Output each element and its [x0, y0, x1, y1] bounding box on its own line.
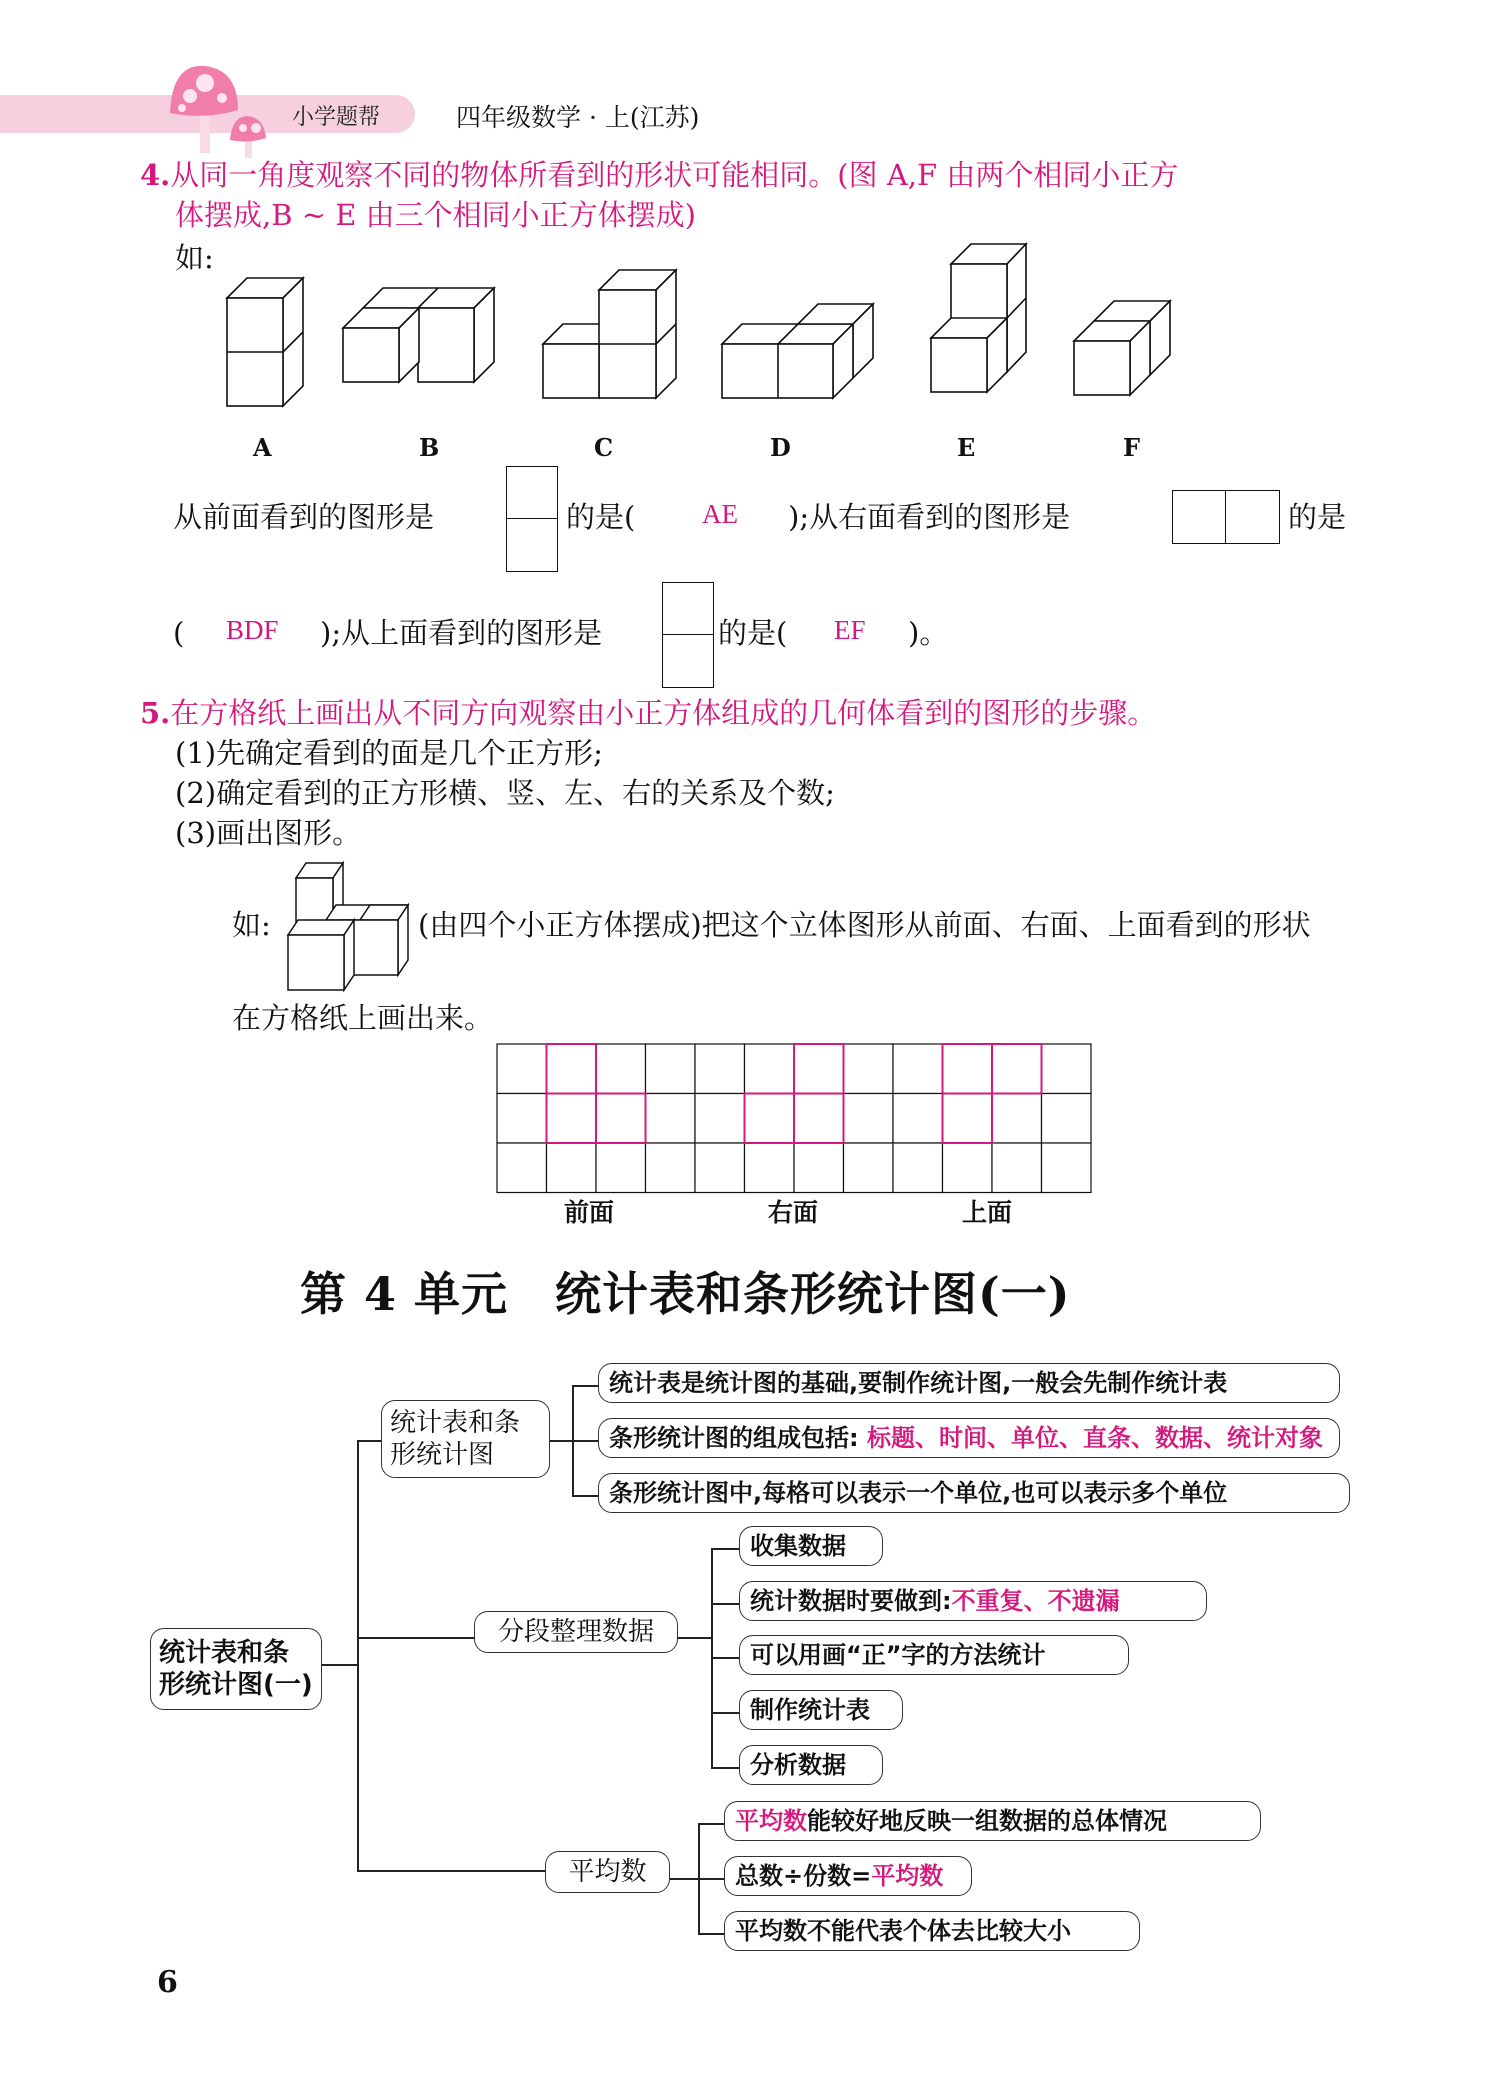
- q5-example-text: (由四个小正方体摆成)把这个立体图形从前面、右面、上面看到的形状: [418, 908, 1311, 942]
- grid-cell[interactable]: [943, 1044, 993, 1094]
- grid-cell[interactable]: [844, 1044, 894, 1094]
- grid-cell[interactable]: [893, 1094, 943, 1144]
- grid-cell[interactable]: [596, 1044, 646, 1094]
- right-view-shape: [1172, 490, 1280, 544]
- grid-cell[interactable]: [547, 1143, 597, 1193]
- q5-number: 5.: [140, 696, 171, 730]
- q5-example-text2: 在方格纸上画出来。: [232, 1001, 494, 1035]
- q5-example-figure: [270, 858, 420, 998]
- mindmap-root: 统计表和条形统计图(一): [150, 1628, 322, 1710]
- grid-cell[interactable]: [992, 1143, 1042, 1193]
- grid-cell[interactable]: [695, 1143, 745, 1193]
- grid-cell[interactable]: [745, 1044, 795, 1094]
- connector: [322, 1664, 357, 1666]
- grid-cell[interactable]: [497, 1143, 547, 1193]
- figure-label-e: E: [957, 433, 976, 462]
- grid-cell[interactable]: [646, 1044, 696, 1094]
- q4-title-line2: 体摆成,B ~ E 由三个相同小正方体摆成): [175, 198, 696, 232]
- q5-example-label: 如:: [232, 908, 271, 942]
- grid-cell[interactable]: [596, 1094, 646, 1144]
- figure-a: [227, 278, 303, 406]
- figure-label-a: A: [253, 433, 272, 462]
- grid-label-right: 右面: [768, 1198, 819, 1227]
- q4-title-line1: 4.从同一角度观察不同的物体所看到的形状可能相同。(图 A,F 由两个相同小正方: [140, 158, 1179, 192]
- grid-cell[interactable]: [844, 1143, 894, 1193]
- front-view-shape: [506, 466, 558, 572]
- grid-cell[interactable]: [992, 1044, 1042, 1094]
- q4-top-prompt: );从上面看到的图形是: [320, 616, 603, 650]
- figure-f: [1074, 301, 1170, 395]
- mindmap-item: 条形统计图中,每格可以表示一个单位,也可以表示多个单位: [598, 1473, 1350, 1513]
- grid-cell[interactable]: [646, 1094, 696, 1144]
- mindmap-item: 可以用画“正”字的方法统计: [739, 1635, 1129, 1675]
- connector: [550, 1440, 572, 1442]
- q4-front-prompt: 从前面看到的图形是: [173, 500, 435, 534]
- q4-top-suffix: 的是(: [718, 616, 788, 650]
- mindmap-item: 统计数据时要做到:不重复、不遗漏: [739, 1581, 1207, 1621]
- grid-cell[interactable]: [794, 1044, 844, 1094]
- mindmap-item: 平均数不能代表个体去比较大小: [724, 1911, 1140, 1951]
- q4-line2-open: (: [173, 616, 185, 650]
- mindmap-item: 平均数能较好地反映一组数据的总体情况: [724, 1801, 1261, 1841]
- connector: [698, 1933, 724, 1935]
- answer-front[interactable]: AE: [702, 499, 738, 529]
- connector: [357, 1440, 359, 1870]
- mindmap-item: 制作统计表: [739, 1690, 903, 1730]
- connector: [698, 1878, 724, 1880]
- connector: [711, 1603, 739, 1605]
- grid-cell[interactable]: [745, 1094, 795, 1144]
- grid-cell[interactable]: [1042, 1143, 1092, 1193]
- figure-label-f: F: [1123, 433, 1141, 462]
- connector: [572, 1495, 598, 1497]
- q5-title: 5.在方格纸上画出从不同方向观察由小正方体组成的几何体看到的图形的步骤。: [140, 696, 1157, 730]
- grid-cell[interactable]: [893, 1143, 943, 1193]
- connector: [572, 1440, 598, 1442]
- grid-cell[interactable]: [794, 1094, 844, 1144]
- brand-name: 小学题帮: [292, 105, 381, 130]
- answer-grid[interactable]: [495, 1040, 1095, 1200]
- grid-cell[interactable]: [943, 1094, 993, 1144]
- top-view-shape: [662, 582, 714, 688]
- answer-top[interactable]: EF: [834, 615, 866, 645]
- connector: [357, 1637, 475, 1639]
- mindmap-item: 条形统计图的组成包括: 标题、时间、单位、直条、数据、统计对象: [598, 1418, 1340, 1458]
- grid-cell[interactable]: [992, 1094, 1042, 1144]
- mindmap-item: 分析数据: [739, 1745, 883, 1785]
- q4-number: 4.: [140, 158, 171, 192]
- figure-label-b: B: [419, 433, 440, 462]
- q4-right-prompt: );从右面看到的图形是: [788, 500, 1071, 534]
- mindmap-item: 总数÷份数=平均数: [724, 1856, 972, 1896]
- connector: [698, 1823, 724, 1825]
- grid-cell[interactable]: [1042, 1094, 1092, 1144]
- grid-cell[interactable]: [497, 1094, 547, 1144]
- grid-cell[interactable]: [844, 1094, 894, 1144]
- grid-cell[interactable]: [547, 1094, 597, 1144]
- grid-cell[interactable]: [497, 1044, 547, 1094]
- q4-right-suffix: 的是: [1288, 500, 1347, 534]
- q4-cube-figures: [0, 0, 1506, 470]
- connector: [678, 1637, 711, 1639]
- mindmap-item: 收集数据: [739, 1526, 883, 1566]
- mindmap-item: 统计表是统计图的基础,要制作统计图,一般会先制作统计表: [598, 1363, 1340, 1403]
- connector: [711, 1712, 739, 1714]
- q5-step-3: (3)画出图形。: [175, 816, 362, 850]
- connector: [357, 1870, 545, 1872]
- connector: [711, 1548, 739, 1550]
- grid-cell[interactable]: [1042, 1044, 1092, 1094]
- grid-cell[interactable]: [943, 1143, 993, 1193]
- mindmap-branch-average: 平均数: [545, 1851, 670, 1893]
- q5-step-1: (1)先确定看到的面是几个正方形;: [175, 736, 603, 770]
- figure-c: [543, 270, 676, 398]
- grid-cell[interactable]: [794, 1143, 844, 1193]
- grid-cell[interactable]: [893, 1044, 943, 1094]
- grid-cell[interactable]: [547, 1044, 597, 1094]
- q5-step-2: (2)确定看到的正方形横、竖、左、右的关系及个数;: [175, 776, 835, 810]
- mindmap-branch-organize: 分段整理数据: [474, 1611, 678, 1653]
- grid-cell[interactable]: [745, 1143, 795, 1193]
- grid-cell[interactable]: [695, 1094, 745, 1144]
- figure-e: [931, 244, 1026, 392]
- unit-title: 第 4 单元 统计表和条形统计图(一): [300, 1267, 1071, 1321]
- connector: [711, 1657, 739, 1659]
- figure-d: [722, 304, 873, 398]
- connector: [670, 1878, 698, 1880]
- mindmap-branch-charts: 统计表和条形统计图: [381, 1400, 550, 1478]
- grid-cell[interactable]: [695, 1044, 745, 1094]
- grid-cell[interactable]: [646, 1143, 696, 1193]
- figure-b: [343, 288, 494, 382]
- connector: [357, 1440, 381, 1442]
- q4-line2-close: )。: [908, 616, 949, 650]
- answer-right[interactable]: BDF: [226, 615, 279, 645]
- q4-front-suffix: 的是(: [566, 500, 636, 534]
- grid-label-top: 上面: [962, 1198, 1013, 1227]
- book-title: 四年级数学 · 上(江苏): [456, 103, 700, 132]
- grid-cell[interactable]: [596, 1143, 646, 1193]
- q4-example-label: 如:: [175, 241, 214, 275]
- connector: [711, 1767, 739, 1769]
- connector: [572, 1385, 598, 1387]
- page-number: 6: [157, 1965, 178, 2000]
- grid-label-front: 前面: [564, 1198, 615, 1227]
- figure-label-d: D: [770, 433, 791, 462]
- figure-label-c: C: [594, 433, 614, 462]
